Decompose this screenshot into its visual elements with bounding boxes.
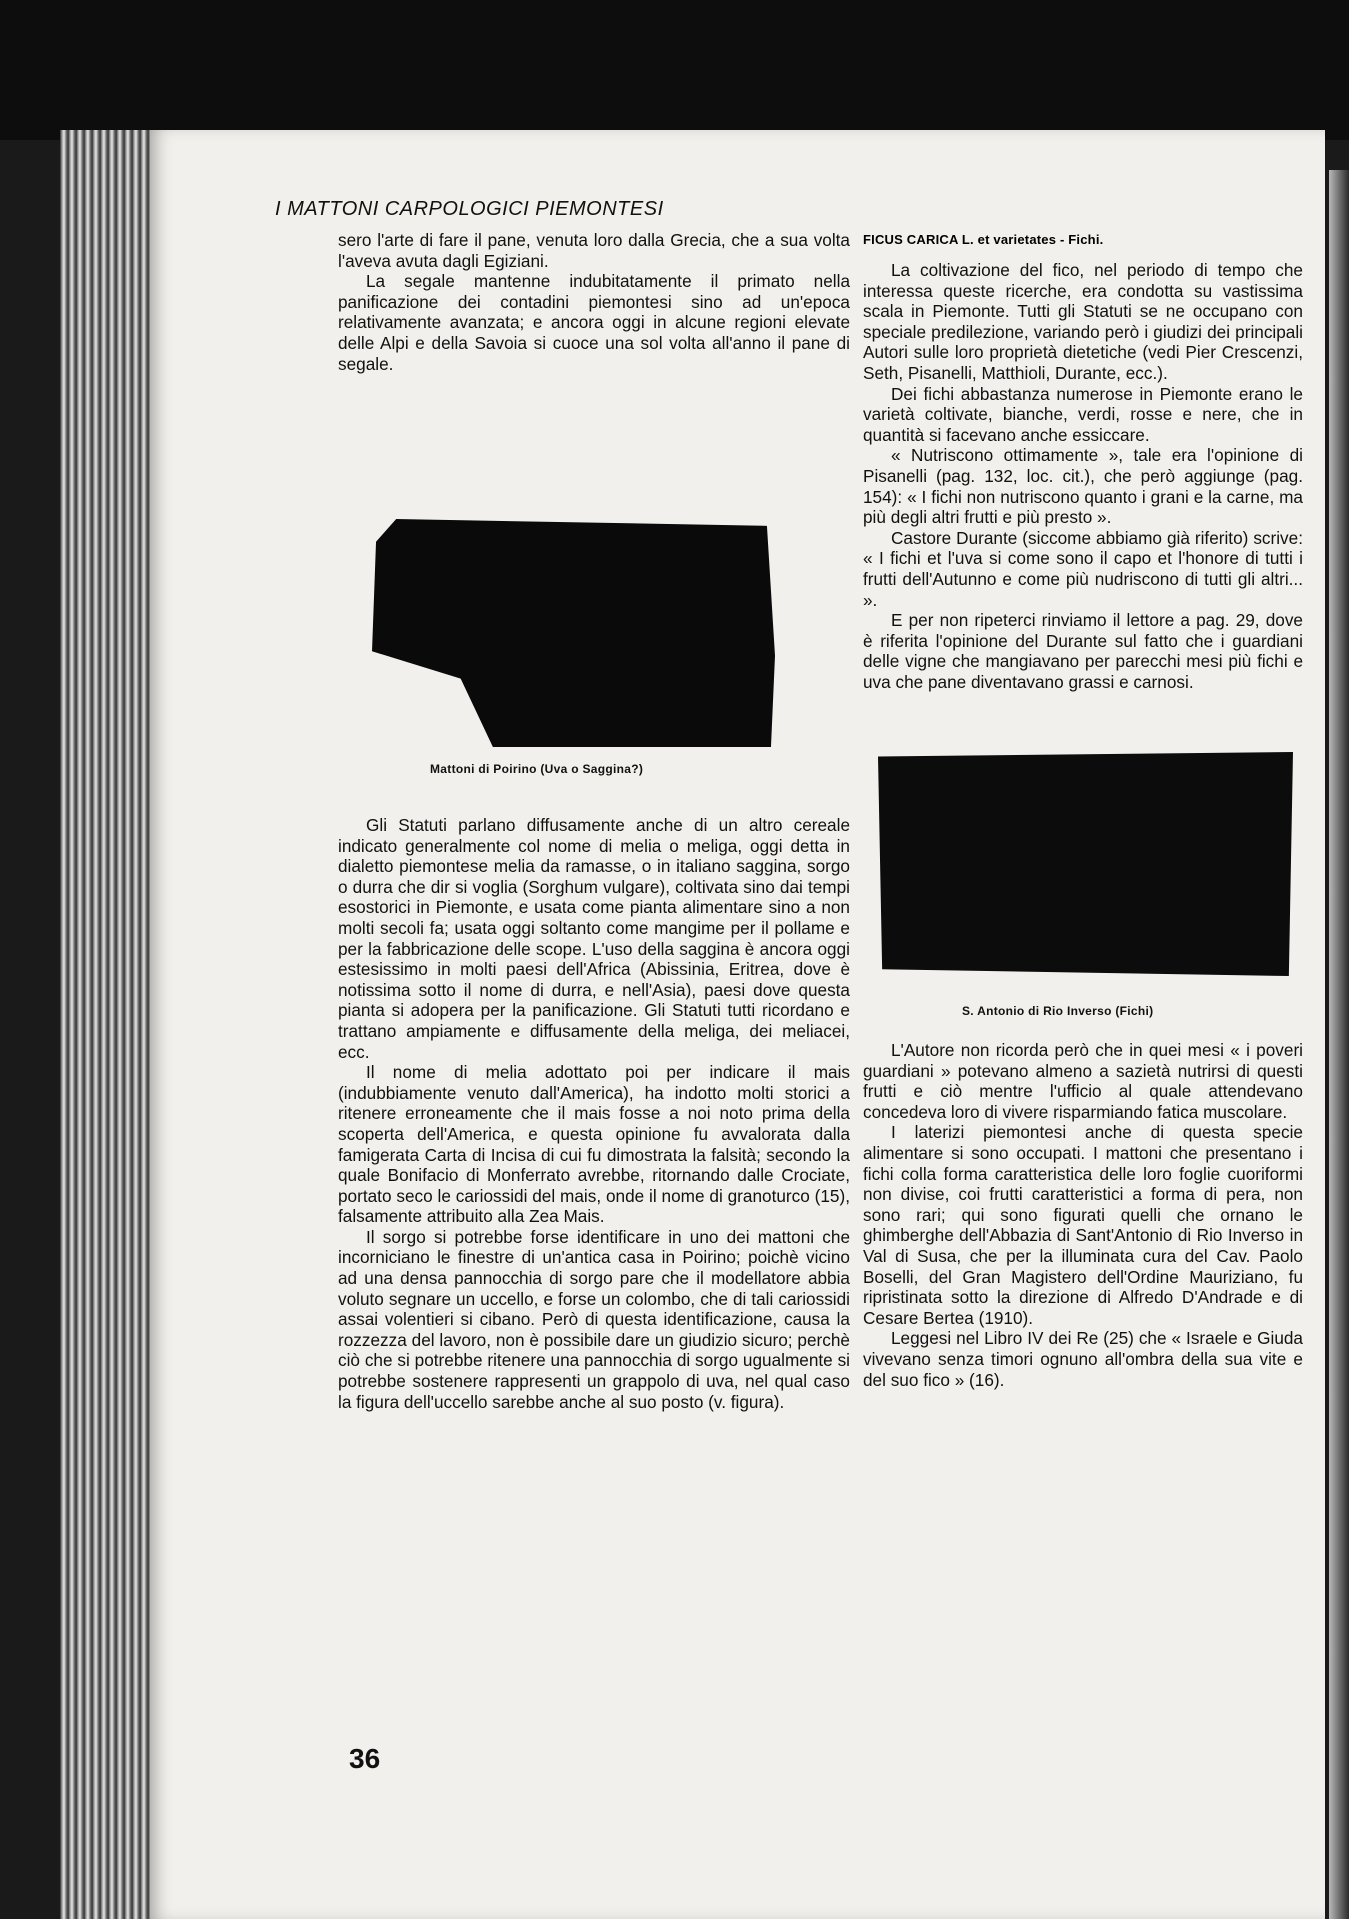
right-paragraph-5: E per non ripeterci rinviamo il lettore a pag. 29, dove è riferita l'opinione del Durante sul fatto che i guardiani delle vigne che mangiavano per parecchi mesi più fichi e uva che pane diventavano grassi e carnosi. <box>863 610 1303 692</box>
figure-poirino-brick <box>372 519 775 747</box>
right-column-bottom <box>863 1040 1303 1390</box>
figure-rio-inverso-brick <box>878 752 1293 976</box>
book-page <box>150 130 1325 1919</box>
running-title: I MATTONI CARPOLOGICI PIEMONTESI <box>275 198 664 220</box>
section-heading-ficus: FICUS CARICA L. et varietates - Fichi. <box>863 232 1104 247</box>
left-paragraph-5: Il sorgo si potrebbe forse identificare in uno dei mattoni che incorniciano le finestre di un'antica casa in Poirino; poichè vicino ad una densa pannocchia di sorgo pare che il modellatore abbia voluto segnare un uccello, e forse un colombo, che di tali cariossidi assai volentieri si cibano. Però di questa identificazione, causa la rozzezza del lavoro, non è possibile dare un giudizio sicuro; perchè ciò che si potrebbe ritenere una pannocchia di sorgo ugualmente si potrebbe sostenere rappresenti un grappolo di uva, nel qual caso la figura dell'uccello sarebbe anche al suo posto (v. figura). <box>338 1226 850 1412</box>
right-paragraph-1: La coltivazione del fico, nel periodo di tempo che interessa queste ricerche, era condotta su vastissima scala in Piemonte. Tutti gli Statuti se ne occupano con speciale predilezione, variando però i giudizi dei principali Autori sulle loro proprietà dietetiche (vedi Pier Crescenzi, Seth, Pisanelli, Matthioli, Durante, ecc.). <box>863 260 1303 383</box>
left-paragraph-2: La segale mantenne indubitatamente il primato nella panificazione dei contadini piemontesi sino ad un'epoca relativamente avanzata; e ancora oggi in alcune regioni elevate delle Alpi e della Savoia si cuoce una sol volta all'anno il pane di segale. <box>338 271 850 374</box>
right-column-top <box>863 260 1303 692</box>
right-paragraph-6: L'Autore non ricorda però che in quei mesi « i poveri guardiani » potevano almeno a sazietà nutrirsi di questi frutti e ciò mentre l'ufficio al quale attendevano concedeva loro di vivere risparmiando fatica muscolare. <box>863 1040 1303 1122</box>
right-paragraph-2: Dei fichi abbastanza numerose in Piemonte erano le varietà coltivate, bianche, verdi, rosse e nere, che in quantità si facevano anche essiccare. <box>863 383 1303 445</box>
right-paragraph-8: Leggesi nel Libro IV dei Re (25) che « Israele e Giuda vivevano senza timori ognuno all'ombra della sua vite e del suo fico » (16). <box>863 1328 1303 1390</box>
right-paragraph-4: Castore Durante (siccome abbiamo già riferito) scrive: « I fichi et l'uva si come sono il capo et l'honore di tutti i frutti dell'Autunno e come più nudriscono di tutti gli altri... ». <box>863 527 1303 610</box>
right-paragraph-7: I laterizi piemontesi anche di questa specie alimentare si sono occupati. I mattoni che presentano i fichi colla forma caratteristica delle loro foglie cuoriformi non divise, coi frutti caratteristici a forma di pera, non sono rari; qui sono figurati quelli che ornano le ghimberghe dell'Abbazia di Sant'Antonio di Rio Inverso in Val di Susa, che per la illuminata cura del Cav. Paolo Boselli, del Gran Magistero dell'Ordine Mauriziano, fu ripristinata sotto la direzione di Alfredo D'Andrade e di Cesare Bertea (1910). <box>863 1122 1303 1328</box>
figure-caption-right: S. Antonio di Rio Inverso (Fichi) <box>962 1004 1154 1018</box>
left-paragraph-4: Il nome di melia adottato poi per indicare il mais (indubbiamente venuto dall'America), ha indotto molti storici a ritenere erroneamente che il mais fosse a noi noto prima della scoperta dell'America, e questa opinione fu avvalorata dalla famigerata Carta di Incisa di cui fu dimostrata la falsità; secondo la quale Bonifacio di Monferrato avrebbe, ritornando dalle Crociate, portato seco le cariossidi del mais, onde il nome di granoturco (15), falsamente attribuito alla Zea Mais. <box>338 1062 850 1227</box>
left-column-top <box>338 230 850 374</box>
left-column-bottom <box>338 815 850 1412</box>
right-paragraph-3: « Nutriscono ottimamente », tale era l'opinione di Pisanelli (pag. 132, loc. cit.), che però aggiunge (pag. 154): « I fichi non nutriscono quanto i grani e la carne, ma più degli altri frutti e più presto ». <box>863 445 1303 528</box>
book-page-edges <box>60 130 155 1919</box>
left-paragraph-1: sero l'arte di fare il pane, venuta loro dalla Grecia, che a sua volta l'aveva avuta dagli Egiziani. <box>338 230 850 271</box>
left-paragraph-3: Gli Statuti parlano diffusamente anche di un altro cereale indicato generalmente col nome di melia o meliga, oggi detta in dialetto piemontese melia da ramasse, o in italiano saggina, sorgo o durra che dir si voglia (Sorghum vulgare), coltivata sino dai tempi esostorici in Piemonte, e usata come pianta alimentare sino a non molti secoli fa; usata oggi soltanto come mangime per il pollame e per la fabbricazione delle scope. L'uso della saggina è ancora oggi estesissimo in molti paesi dell'Africa (Abissinia, Eritrea, dove è notissima sotto il nome di durra, e nell'Asia), paesi dove questa pianta si adopera per la panificazione. Gli Statuti tutti ricordano e trattano ampiamente e diffusamente della meliga, dei meliacei, ecc. <box>338 815 850 1062</box>
page-number: 36 <box>349 1743 381 1774</box>
scan-top-band <box>0 0 1349 140</box>
scan-right-edge <box>1329 170 1349 1919</box>
figure-caption-left: Mattoni di Poirino (Uva o Saggina?) <box>430 762 644 776</box>
